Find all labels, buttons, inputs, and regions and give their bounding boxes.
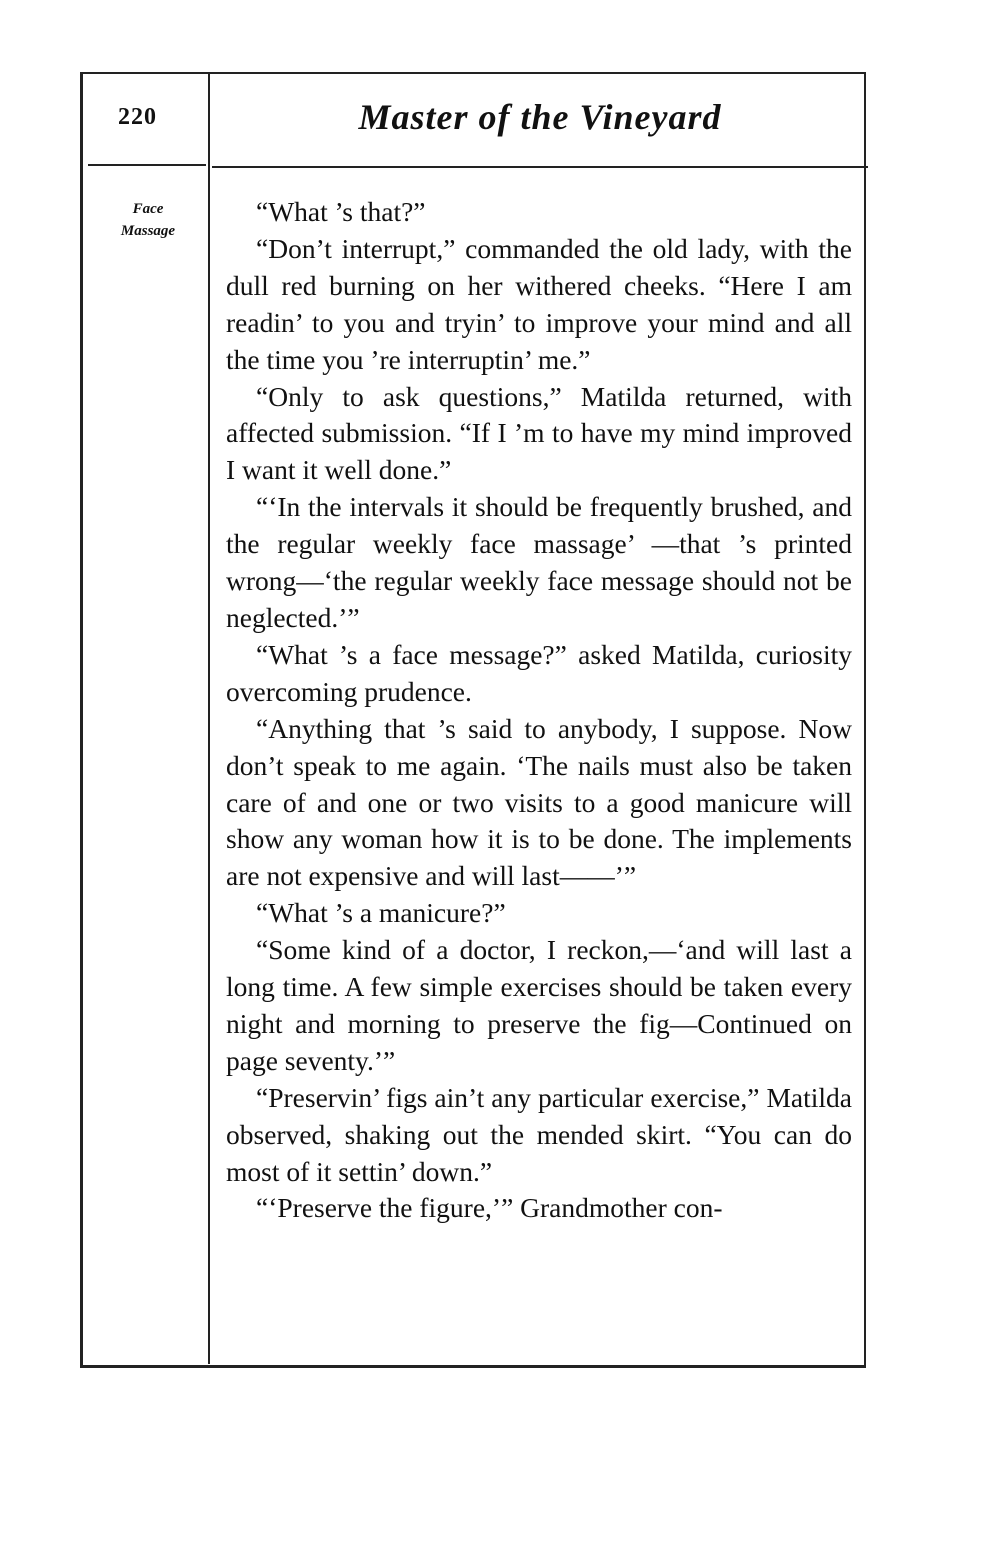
running-title: Master of the Vineyard [358,97,722,137]
paragraph: “Only to ask questions,” Matilda returned, with affected submission. “If I ’m to have my mind improved I want it well done.” [226,380,852,486]
margin-divider [208,72,210,1364]
paragraph: “What ’s that?” [256,196,426,227]
paragraph: “‘Preserve the figure,’” Grandmother con- [256,1192,723,1224]
page-number: 220 [118,104,157,130]
header-rule-right [212,166,868,168]
header-rule-left [88,164,206,166]
paragraph: “What ’s a manicure?” [256,897,506,929]
paragraph: “‘In the intervals it should be frequently brushed, and the regular weekly face massage’ —that ’s printed wrong—‘the regular weekly face message should not be neglected.’” [226,491,852,633]
paragraph: “Anything that ’s said to anybody, I suppose. Now don’t speak to me again. ‘The nails must also be taken care of and one or two visits to a good manicure will show any woman how it is to be done. The implements are not expensive and will last——’” [226,712,852,892]
paragraph: “What ’s a face message?” asked Matilda, curiosity overcoming prudence. [226,638,852,707]
body-text [226,194,852,1227]
margin-note-line-1: Face [132,201,164,217]
margin-note-line-2: Massage [120,223,176,239]
paragraph: “Preservin’ figs ain’t any particular exercise,” Matilda observed, shaking out the mended skirt. “You can do most of it settin’ down.” [226,1081,852,1187]
paragraph: “Some kind of a doctor, I reckon,—‘and will last a long time. A few simple exercises should be taken every night and morning to preserve the fig—Continued on page seventy.’” [226,934,852,1076]
paragraph: “Don’t interrupt,” commanded the old lady, with the dull red burning on her withered cheeks. “Here I am readin’ to you and tryin’ to improve your mind and all the time you ’re interruptin’ me.” [226,232,852,375]
margin-note [92,198,204,242]
